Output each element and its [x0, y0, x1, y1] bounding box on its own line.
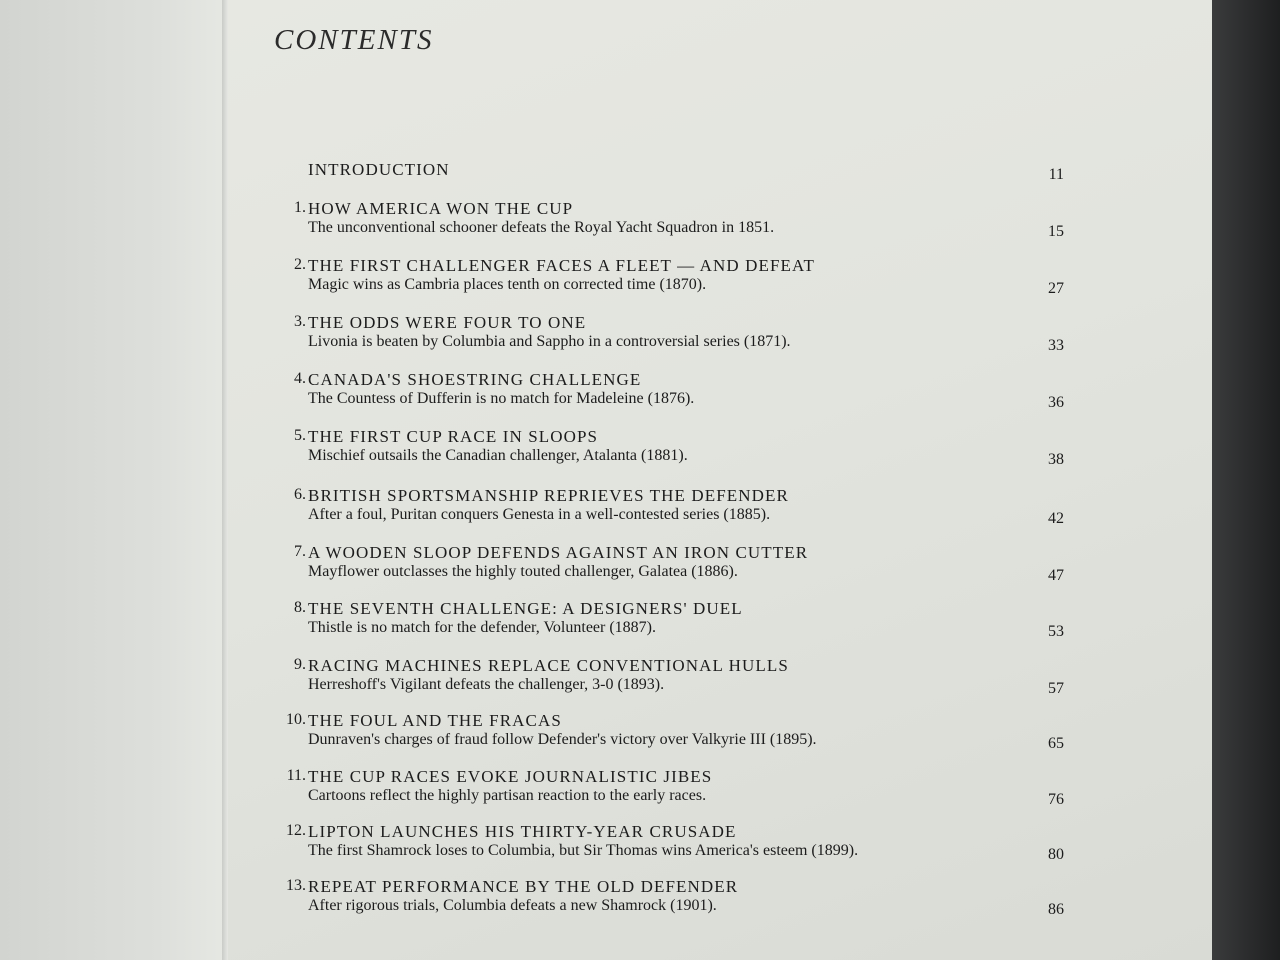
toc-page-number: 38 [1048, 451, 1064, 468]
toc-page-number: 76 [1048, 791, 1064, 808]
facing-page [0, 0, 226, 960]
toc-page-number: 42 [1048, 510, 1064, 527]
toc-entry [228, 656, 1212, 706]
toc-description: After a foul, Puritan conquers Genesta in a well-contested series (1885). [308, 506, 771, 523]
toc-page-number: 27 [1048, 280, 1064, 297]
toc-description: Cartoons reflect the highly partisan reaction to the early races. [308, 787, 707, 804]
toc-entry [228, 767, 1212, 817]
toc-entry [228, 711, 1212, 761]
toc-chapter-number: 10. [286, 711, 306, 728]
toc-entry [228, 543, 1212, 593]
toc-description: The first Shamrock loses to Columbia, but Sir Thomas wins America's esteem (1899). [308, 842, 859, 859]
toc-description: The unconventional schooner defeats the Royal Yacht Squadron in 1851. [308, 219, 775, 236]
toc-description: After rigorous trials, Columbia defeats a new Shamrock (1901). [308, 897, 717, 914]
toc-chapter-number: 5. [294, 427, 306, 444]
toc-description: Thistle is no match for the defender, Volunteer (1887). [308, 619, 657, 636]
toc-heading: INTRODUCTION [308, 160, 450, 179]
toc-heading: BRITISH SPORTSMANSHIP REPRIEVES THE DEFENDER [308, 486, 789, 505]
page-title: CONTENTS [274, 24, 434, 56]
toc-page-number: 65 [1048, 735, 1064, 752]
toc-description: The Countess of Dufferin is no match for Madeleine (1876). [308, 390, 695, 407]
toc-entry [228, 313, 1212, 363]
toc-chapter-number: 2. [294, 256, 306, 273]
toc-page-number: 15 [1048, 223, 1064, 240]
toc-entry [228, 486, 1212, 536]
toc-heading: RACING MACHINES REPLACE CONVENTIONAL HULLS [308, 656, 789, 675]
toc-heading: THE FIRST CHALLENGER FACES A FLEET — AND DEFEAT [308, 256, 815, 275]
toc-entry [228, 427, 1212, 477]
contents-list [228, 0, 1212, 960]
toc-description: Dunraven's charges of fraud follow Defender's victory over Valkyrie III (1895). [308, 731, 817, 748]
toc-chapter-number: 4. [294, 370, 306, 387]
toc-chapter-number: 8. [294, 599, 306, 616]
toc-chapter-number: 7. [294, 543, 306, 560]
toc-description: Magic wins as Cambria places tenth on corrected time (1870). [308, 276, 707, 293]
toc-description: Livonia is beaten by Columbia and Sappho in a controversial series (1871). [308, 333, 791, 350]
toc-page-number: 11 [1048, 166, 1064, 183]
toc-heading: THE CUP RACES EVOKE JOURNALISTIC JIBES [308, 767, 713, 786]
toc-entry [228, 599, 1212, 649]
toc-heading: CANADA'S SHOESTRING CHALLENGE [308, 370, 642, 389]
toc-entry [228, 199, 1212, 249]
toc-heading: THE FOUL AND THE FRACAS [308, 711, 562, 730]
toc-page-number: 47 [1048, 567, 1064, 584]
toc-entry [228, 822, 1212, 872]
toc-heading: THE ODDS WERE FOUR TO ONE [308, 313, 587, 332]
toc-page-number: 57 [1048, 680, 1064, 697]
toc-heading: THE SEVENTH CHALLENGE: A DESIGNERS' DUEL [308, 599, 743, 618]
toc-chapter-number: 13. [286, 877, 306, 894]
toc-chapter-number: 11. [286, 767, 306, 784]
background-edge [1212, 0, 1280, 960]
toc-chapter-number: 6. [294, 486, 306, 503]
toc-entry [228, 877, 1212, 927]
toc-entry [228, 256, 1212, 306]
toc-page-number: 36 [1048, 394, 1064, 411]
toc-heading: A WOODEN SLOOP DEFENDS AGAINST AN IRON CUTTER [308, 543, 809, 562]
toc-chapter-number: 1. [294, 199, 306, 216]
toc-heading: THE FIRST CUP RACE IN SLOOPS [308, 427, 599, 446]
toc-chapter-number: 3. [294, 313, 306, 330]
toc-page-number: 33 [1048, 337, 1064, 354]
toc-page-number: 86 [1048, 901, 1064, 918]
toc-page-number: 80 [1048, 846, 1064, 863]
toc-description: Herreshoff's Vigilant defeats the challenger, 3-0 (1893). [308, 676, 665, 693]
toc-entry [228, 370, 1212, 420]
toc-description: Mayflower outclasses the highly touted challenger, Galatea (1886). [308, 563, 738, 580]
toc-description: Mischief outsails the Canadian challenger, Atalanta (1881). [308, 447, 688, 464]
toc-heading: LIPTON LAUNCHES HIS THIRTY-YEAR CRUSADE [308, 822, 737, 841]
toc-page-number: 53 [1048, 623, 1064, 640]
toc-chapter-number: 9. [294, 656, 306, 673]
toc-heading: HOW AMERICA WON THE CUP [308, 199, 574, 218]
toc-heading: REPEAT PERFORMANCE BY THE OLD DEFENDER [308, 877, 739, 896]
toc-chapter-number: 12. [286, 822, 306, 839]
contents-page [228, 0, 1212, 960]
